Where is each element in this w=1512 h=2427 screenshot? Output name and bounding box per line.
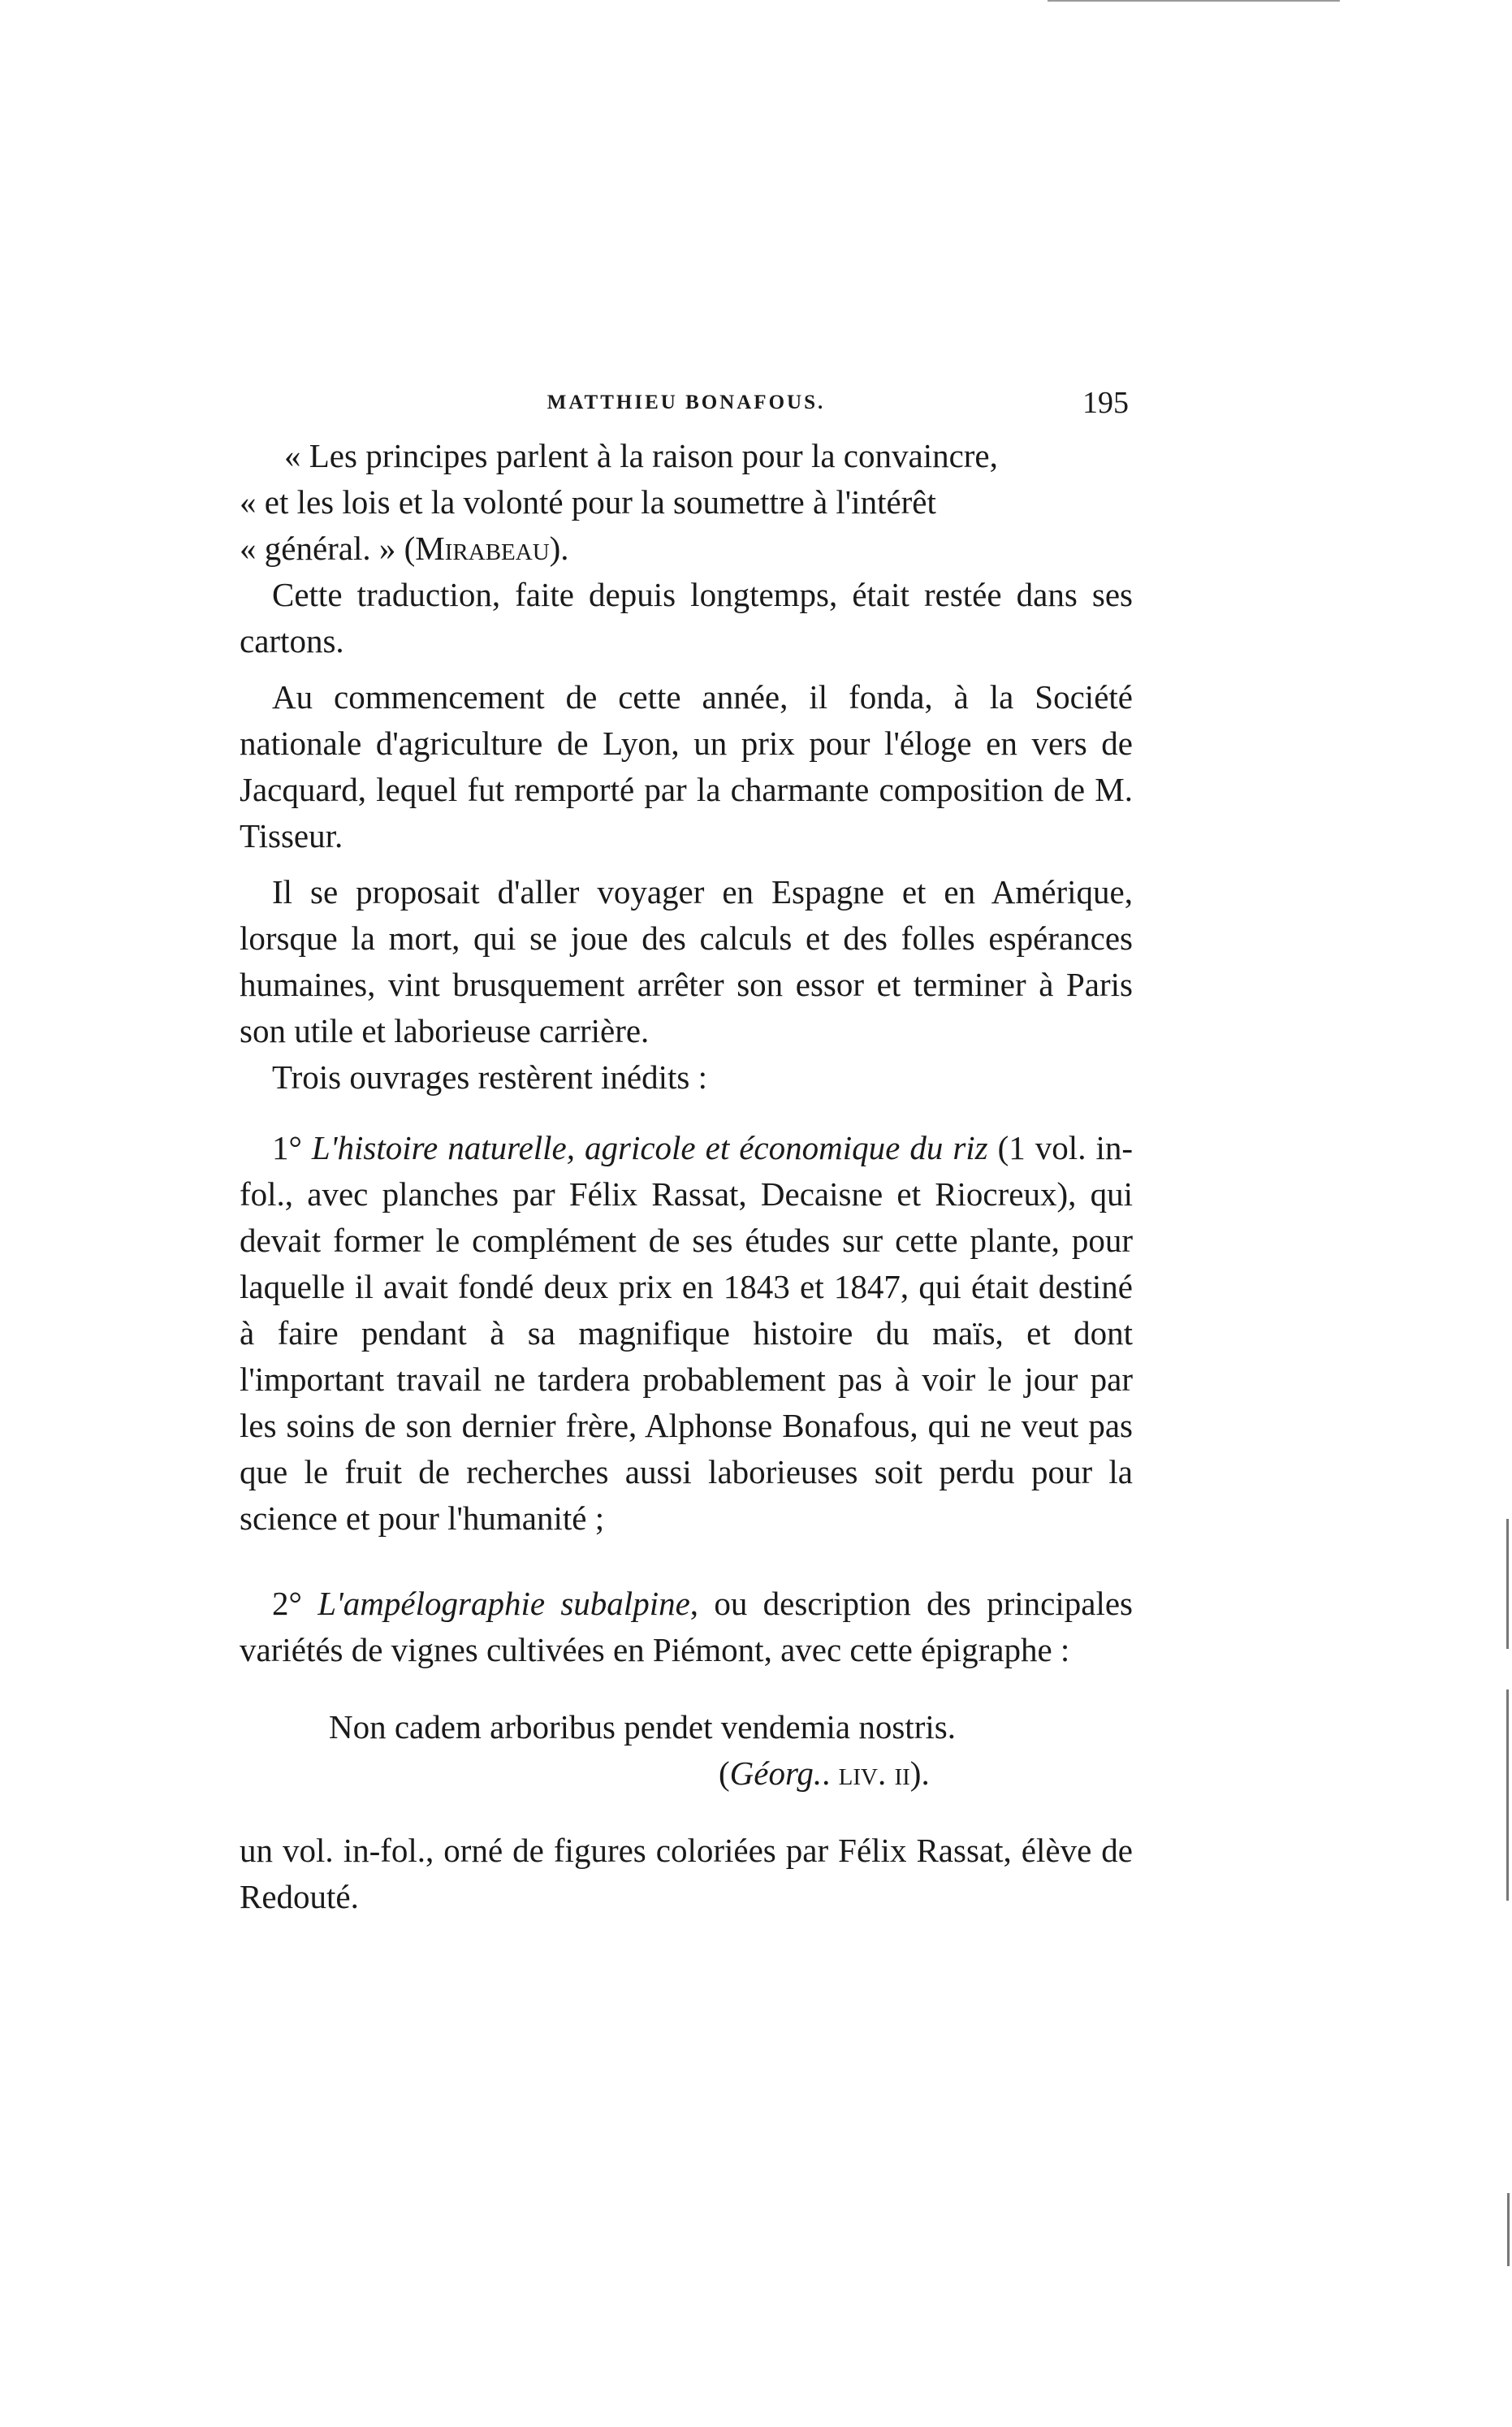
work-item-2 [240,1581,1133,1673]
page-body [240,433,1133,1920]
work-description: (1 vol. in-fol., avec planches par Félix Rassat, Decaisne et Riocreux), qui devait former le complément de ses études sur cette plante, pour laquelle il avait fondé deux prix en 1843 et 1847, qui était destiné à faire pendant à sa magnifique histoire du maïs, et dont l'important travail ne tardera probablement pas à voir le jour par les soins de son dernier frère, Alphonse Bonafous, qui ne veut pas que le fruit de recherches aussi laborieuses soit perdu pour la science et pour l'humanité ; [240,1129,1133,1537]
opening-quote [240,433,1133,572]
quote-line: « Les principes parlent à la raison pour la convaincre, [284,437,998,474]
closing-paragraph: un vol. in-fol., orné de figures coloriées par Félix Rassat, élève de Redouté. [240,1832,1133,1915]
work-title: L'histoire naturelle, agricole et économique du riz [311,1129,988,1166]
item-number: 1° [272,1129,312,1166]
page-header [244,382,1129,422]
quote-text: « général. » ( [240,530,416,567]
running-head: MATTHIEU BONAFOUS. [546,392,826,413]
paragraph: Au commencement de cette année, il fonda, à la Société nationale d'agriculture de Lyon, un prix pour l'éloge en vers de Jacquard, lequel fut remporté par la charmante composition de M. Tisseur. [240,678,1133,854]
scan-mark [1506,1689,1509,1901]
paragraph: Il se proposait d'aller voyager en Espagne et en Amérique, lorsque la mort, qui se joue des calculs et des folles espérances humaines, vint brusquement arrêter son essor et terminer à Paris son utile et laborieuse carrière. [240,873,1133,1049]
paragraph: Cette traduction, faite depuis longtemps, était restée dans ses cartons. [240,576,1133,660]
page-number: 195 [1082,386,1129,420]
source-rest: . liv. ii). [822,1754,930,1792]
epigraph [240,1704,1133,1797]
quote-author: Mirabeau [415,530,550,567]
work-description: , ou description des principales variétés de vignes cultivées en Piémont, avec cette épigraphe : [240,1585,1133,1668]
quote-line [240,526,1133,572]
paragraph: Trois ouvrages restèrent inédits : [272,1058,707,1096]
epigraph-verse: Non cadem arboribus pendet vendemia nostris. [329,1708,956,1746]
item-number: 2° [272,1585,318,1622]
work-title: L'ampélographie subalpine [318,1585,690,1622]
work-item-1 [240,1125,1133,1542]
quote-line: « et les lois et la volonté pour la soumettre à l'intérêt [240,483,936,521]
quote-end: ). [549,530,569,567]
source-open: ( [719,1754,730,1792]
epigraph-source [240,1750,1133,1797]
source-title: Géorg. [729,1754,823,1792]
scan-mark [1506,1519,1509,1649]
top-scan-rule [1048,0,1340,2]
scan-mark [1507,2193,1510,2266]
